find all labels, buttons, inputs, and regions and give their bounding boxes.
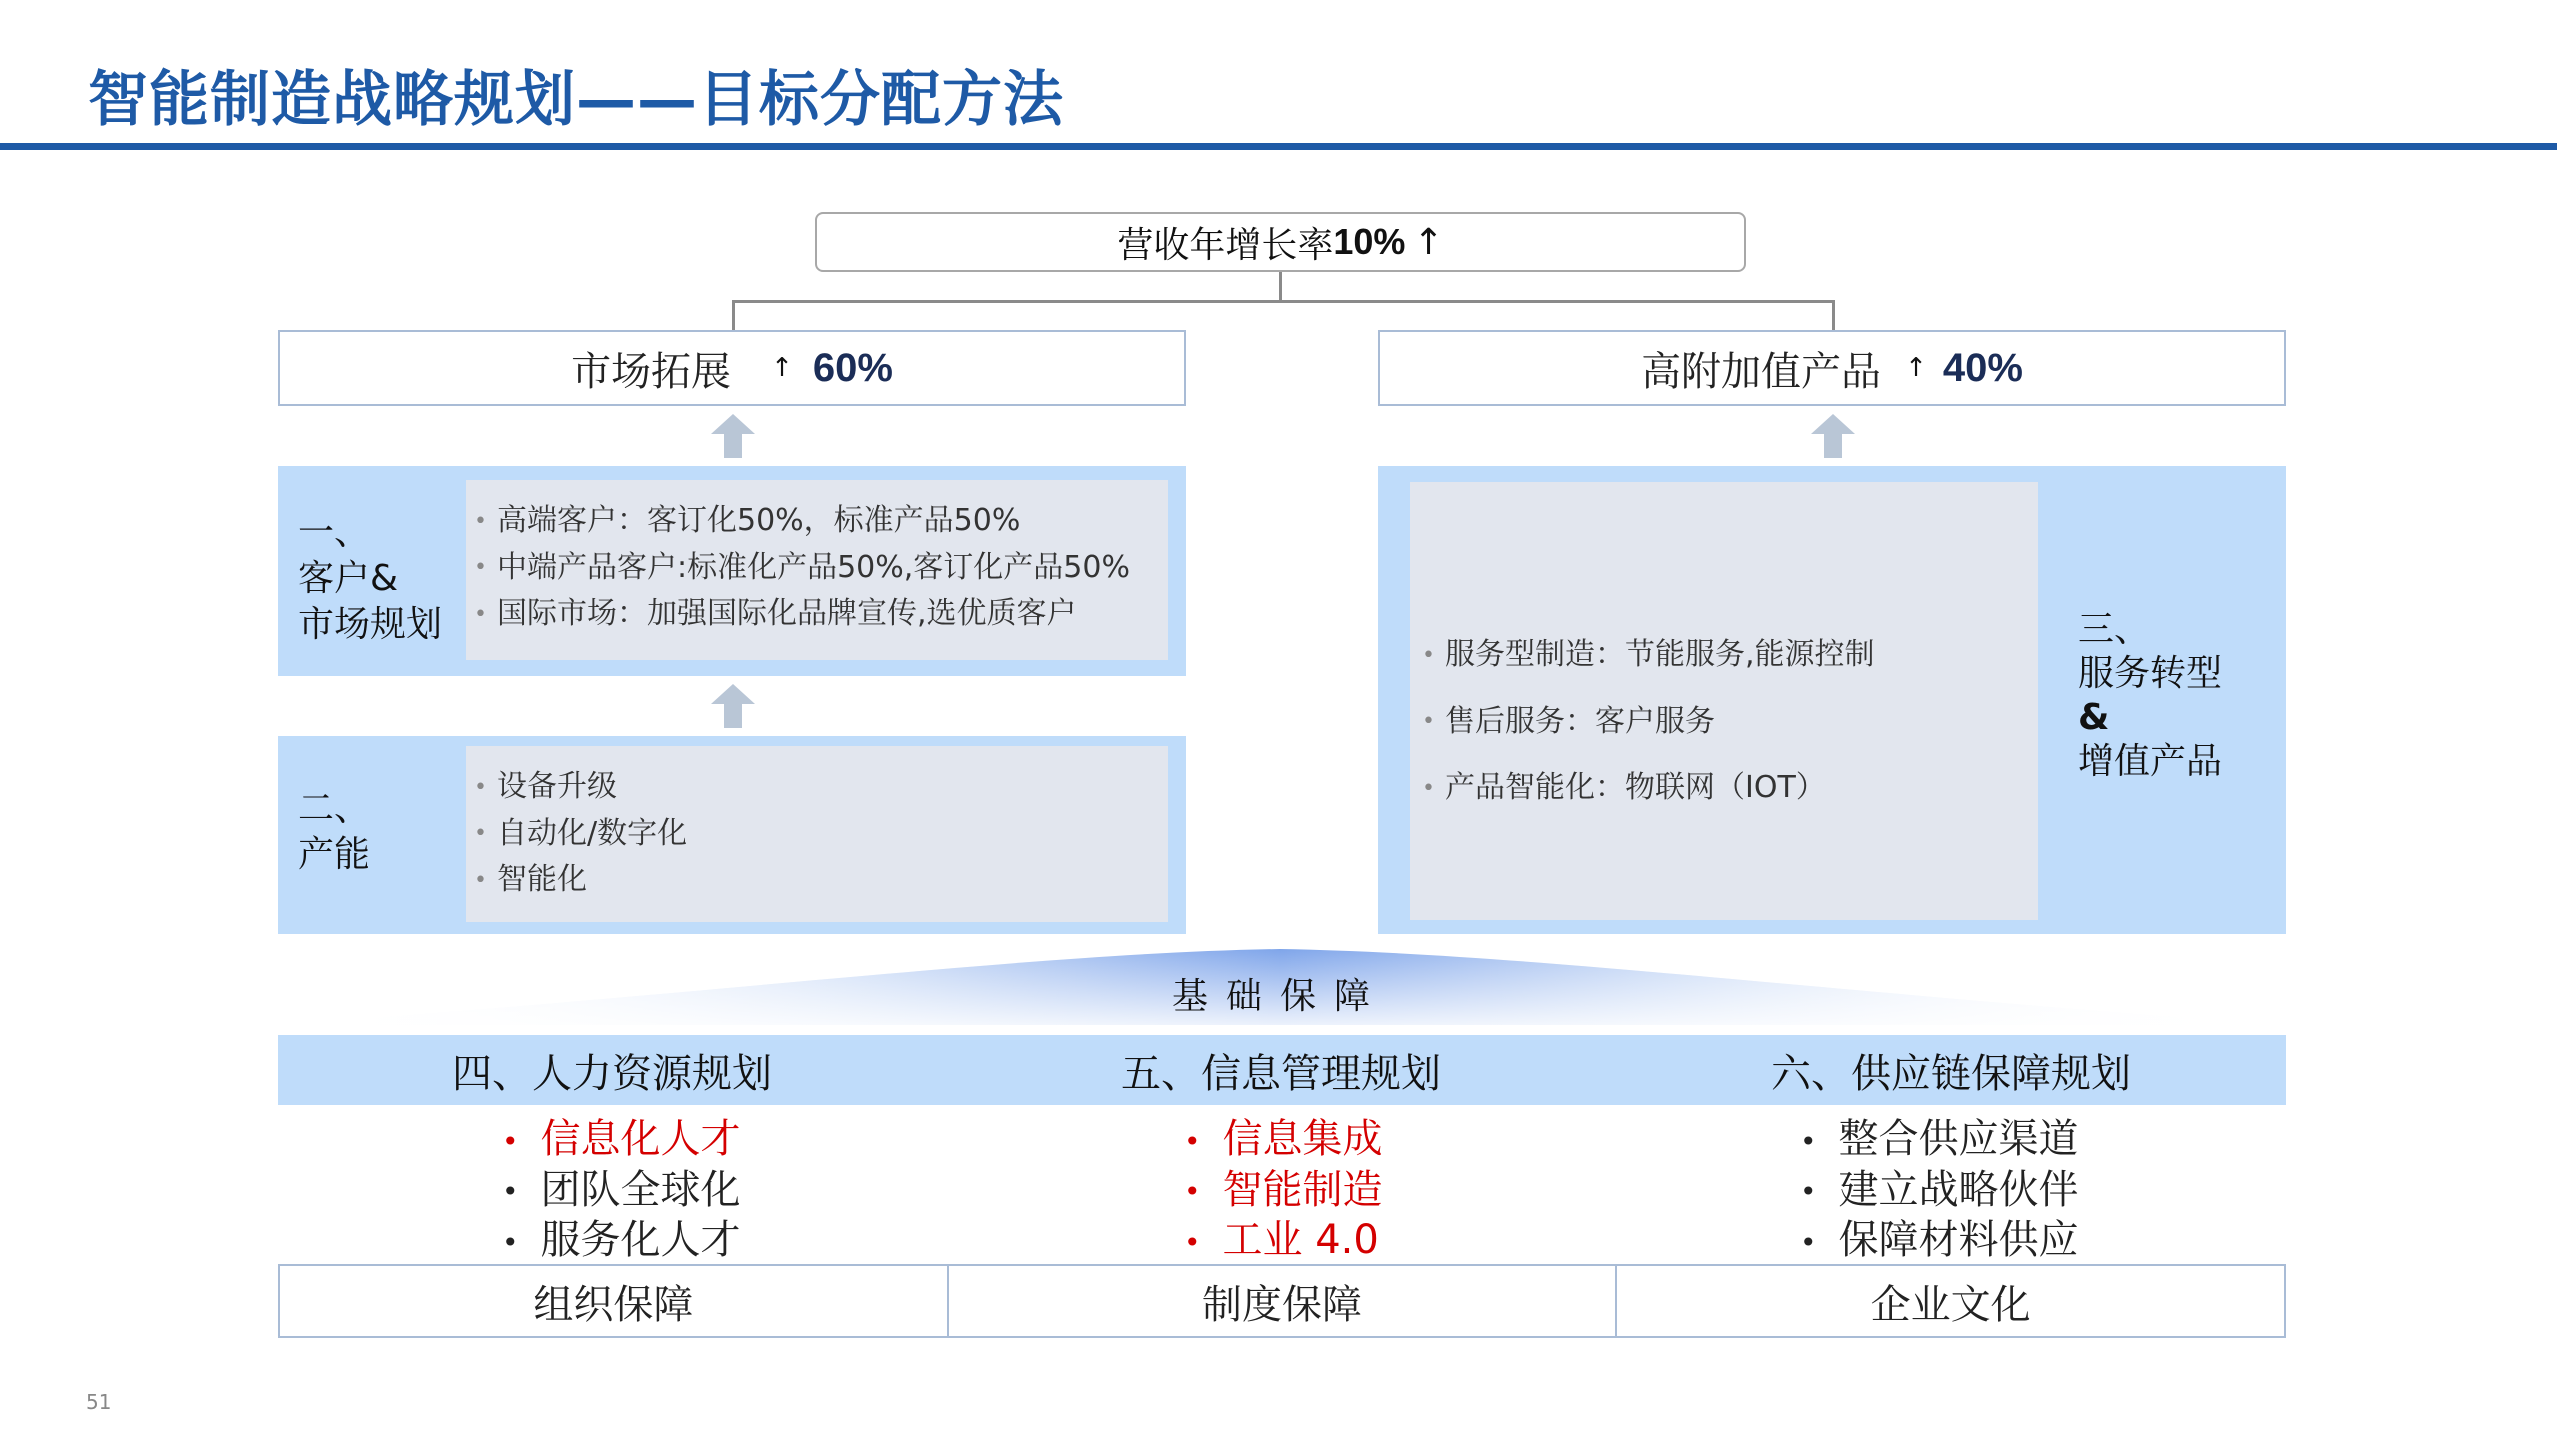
goal-box: [815, 212, 1746, 272]
goal-percent: 10%: [1333, 221, 1406, 262]
customer-market-label: [298, 510, 442, 648]
customer-market-panel: [278, 466, 1186, 676]
up-arrow-icon: [711, 414, 755, 458]
high-value-product-box: [1378, 330, 2286, 406]
item-text: 智能化: [496, 862, 587, 897]
list-item: • 建立战略伙伴: [1800, 1166, 2079, 1213]
label-line: 市场规划: [298, 604, 443, 645]
bullet-list: [1422, 622, 1875, 822]
item-text: 智能制造: [1222, 1166, 1383, 1213]
market-expansion-percent: 60%: [812, 345, 893, 390]
item-text: 团队全球化: [540, 1166, 741, 1213]
list-item: • 团队全球化: [502, 1166, 741, 1213]
label-line: 客户&: [298, 558, 399, 599]
market-expansion-label: 市场拓展: [571, 348, 732, 395]
item-text: 设备升级: [496, 769, 617, 804]
item-text: 建立战略伙伴: [1838, 1166, 2079, 1213]
label-line: 服务转型: [2078, 653, 2223, 694]
capacity-panel: [278, 736, 1186, 934]
high-value-product-label: 高附加值产品: [1641, 348, 1882, 395]
item-text: 服务型制造：节能服务,能源控制: [1444, 637, 1875, 672]
system-guarantee-cell: 制度保障: [947, 1266, 1616, 1336]
list-item: • 保障材料供应: [1800, 1217, 2079, 1263]
up-arrow-icon: ↑: [1905, 353, 1927, 383]
list-item: • 设备升级: [474, 769, 617, 804]
item-text: 产品智能化：物联网（IOT）: [1444, 770, 1826, 805]
label-line: 二、: [298, 788, 371, 829]
service-content: [1410, 482, 2038, 920]
list-item: • 信息化人才: [502, 1116, 741, 1162]
goal-up-arrow-icon: ↑: [1413, 221, 1444, 263]
plan-title-supply: 六、供应链保障规划: [1771, 1050, 2131, 1097]
up-arrow-icon: [711, 684, 755, 728]
item-text: 整合供应渠道: [1838, 1116, 2079, 1162]
connector-left-drop: [732, 300, 735, 332]
item-text: 保障材料供应: [1838, 1217, 2079, 1263]
service-label: [2078, 608, 2222, 784]
bullet-list: [474, 764, 687, 904]
item-text: 服务化人才: [540, 1217, 741, 1263]
item-text: 自动化/数字化: [496, 815, 688, 851]
plan-title-info: 五、信息管理规划: [1121, 1050, 1441, 1097]
item-text: 工业 4.0: [1222, 1217, 1379, 1263]
list-item: • 智能化: [474, 862, 587, 897]
list-item: • 整合供应渠道: [1800, 1116, 2079, 1162]
up-arrow-icon: [1811, 414, 1855, 458]
supply-plan-list: [1800, 1115, 2079, 1267]
list-item: • 高端客户：客订化50%，标准产品50%: [474, 503, 1021, 538]
goal-text: 营收年增长率: [1117, 224, 1334, 266]
list-item: • 国际市场：加强国际化品牌宣传,选优质客户: [474, 596, 1077, 631]
market-expansion-box: [278, 330, 1186, 406]
label-line: 三、: [2078, 609, 2151, 650]
capacity-content: [466, 746, 1168, 922]
list-item: • 产品智能化：物联网（IOT）: [1422, 770, 1826, 805]
list-item: • 服务化人才: [502, 1217, 741, 1263]
guarantee-row: [278, 1264, 2286, 1338]
list-item: • 自动化/数字化: [474, 815, 688, 851]
list-item: • 售后服务：客户服务: [1422, 703, 1715, 739]
connector-goal-stem: [1279, 272, 1282, 302]
label-line: &: [2078, 697, 2110, 738]
label-line: 一、: [298, 512, 371, 553]
title-divider: [0, 143, 2557, 150]
item-text: 国际市场：加强国际化品牌宣传,选优质客户: [496, 596, 1077, 631]
hr-plan-list: [502, 1115, 741, 1267]
item-text: 信息化人才: [540, 1116, 741, 1162]
list-item: • 服务型制造：节能服务,能源控制: [1422, 637, 1875, 672]
high-value-product-percent: 40%: [1942, 345, 2023, 390]
list-item: • 信息集成: [1184, 1116, 1383, 1162]
list-item: • 智能制造: [1184, 1166, 1383, 1213]
item-text: 信息集成: [1222, 1116, 1383, 1162]
customer-market-content: [466, 480, 1168, 660]
page-title: 智能制造战略规划——目标分配方法: [88, 65, 1064, 135]
connector-horizontal: [732, 300, 1835, 303]
service-transformation-panel: [1378, 466, 2286, 934]
culture-cell: 企业文化: [1615, 1266, 2284, 1336]
page-number: 51: [86, 1390, 112, 1414]
capacity-label: [298, 786, 370, 878]
info-plan-list: [1184, 1115, 1383, 1267]
item-text: 售后服务：客户服务: [1444, 703, 1715, 739]
up-arrow-icon: ↑: [771, 353, 793, 383]
item-text: 高端客户：客订化50%，标准产品50%: [496, 503, 1021, 538]
plan-title-hr: 四、人力资源规划: [452, 1050, 772, 1097]
label-line: 增值产品: [2078, 741, 2223, 782]
list-item: • 工业 4.0: [1184, 1217, 1379, 1263]
org-guarantee-cell: 组织保障: [533, 1281, 694, 1328]
connector-right-drop: [1832, 300, 1835, 332]
foundation-label: 基础保障: [1171, 976, 1388, 1017]
list-item: • 中端产品客户:标准化产品50%,客订化产品50%: [474, 549, 1130, 585]
bullet-list: [474, 498, 1130, 638]
item-text: 中端产品客户:标准化产品50%,客订化产品50%: [496, 549, 1130, 585]
label-line: 产能: [298, 834, 371, 875]
